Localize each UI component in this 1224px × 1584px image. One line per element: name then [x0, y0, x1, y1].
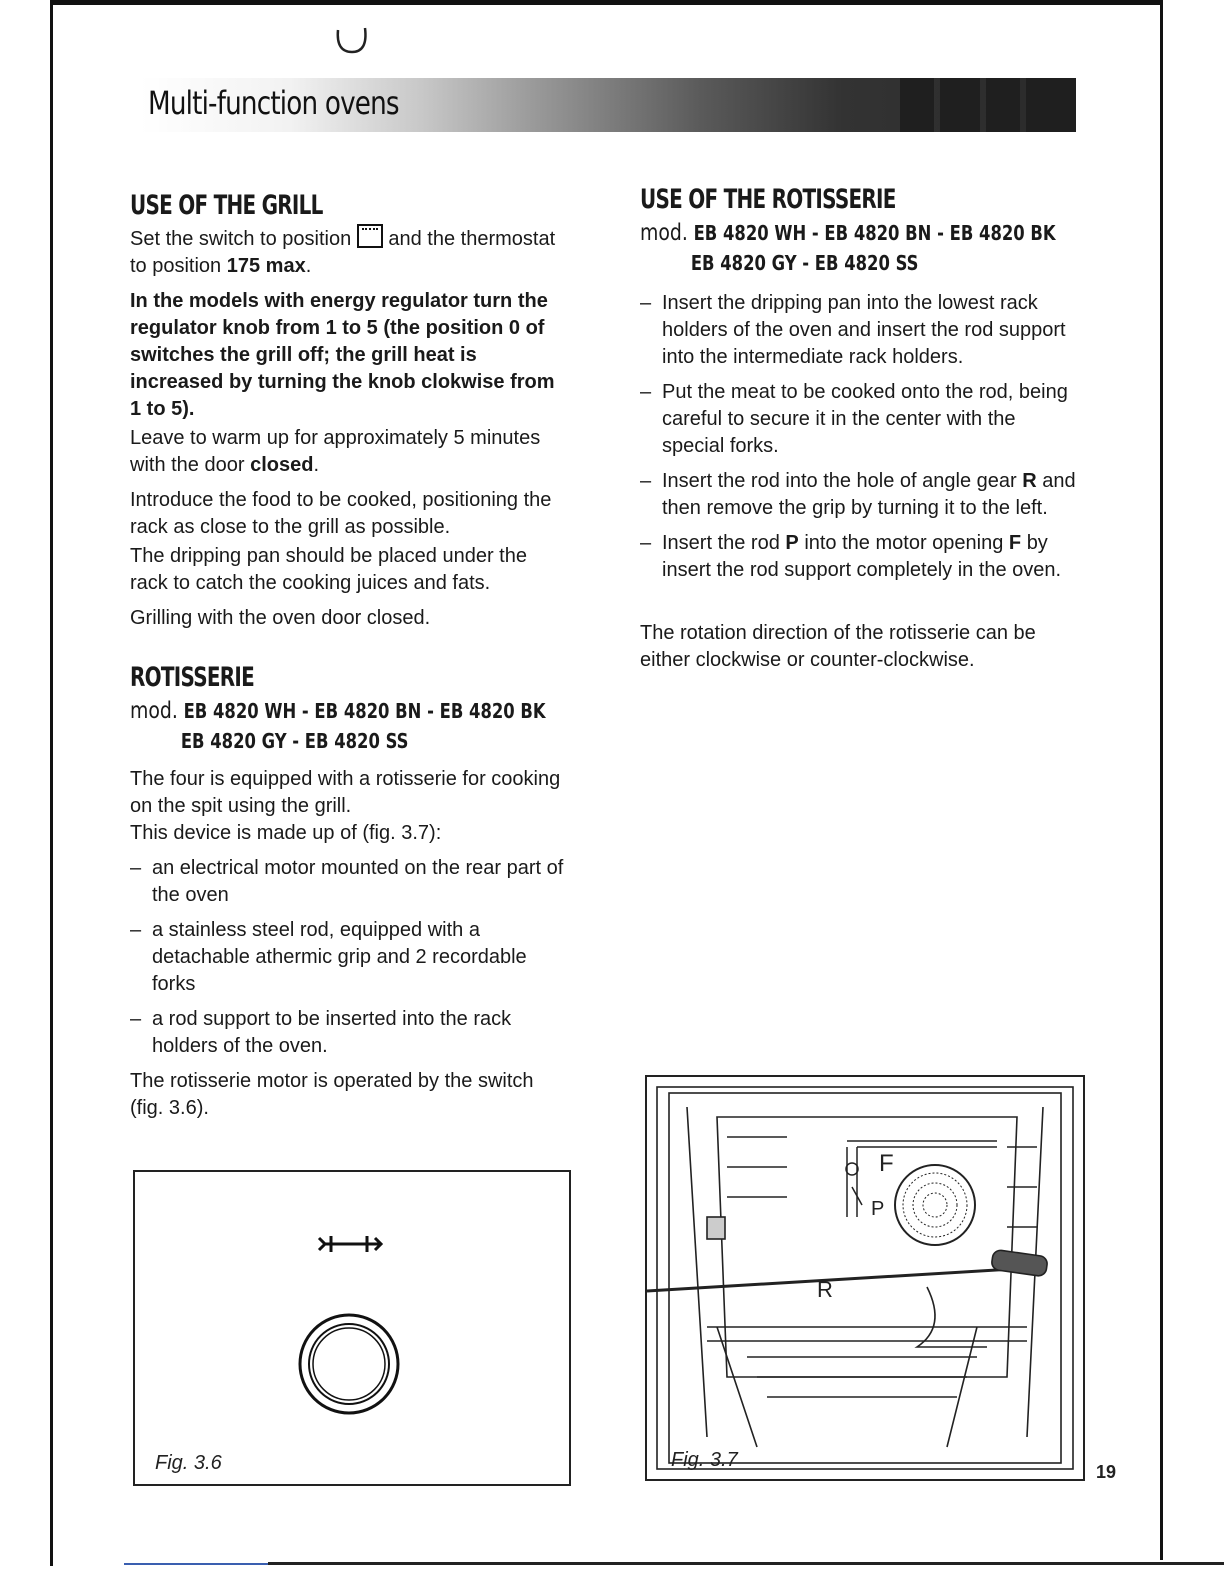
left-column [130, 190, 570, 1130]
grill-paragraph-3: Leave to warm up for approximately 5 minutes with the door closed. [130, 427, 541, 476]
grill-heading: USE OF THE GRILL [130, 190, 323, 221]
grill-position-icon [357, 224, 383, 248]
rotisserie-paragraph-1: The four is equipped with a rotisserie for cooking on the spit using the grill. [130, 768, 561, 817]
oven-rotisserie-illustration [647, 1077, 1083, 1479]
list-item: – Insert the rod into the hole of angle gear R and then remove the grip by turning it to the left. [640, 468, 1080, 522]
list-item: – Put the meat to be cooked onto the rod, being careful to secure it in the center with the special forks. [640, 379, 1080, 460]
motor-fan-icon [895, 1165, 975, 1245]
switch-knob-icon [300, 1315, 398, 1413]
figure-3-6 [133, 1170, 571, 1486]
rotisserie-symbol-icon [319, 1236, 381, 1252]
list-item: – a rod support to be inserted into the rack holders of the oven. [130, 1006, 570, 1060]
list-item: – an electrical motor mounted on the rear part of the oven [130, 855, 570, 909]
right-rule [1160, 0, 1163, 1560]
use-rotisserie-models: mod. EB 4820 WH - EB 4820 BN - EB 4820 BK EB 4820 GY - EB 4820 SS [640, 220, 1056, 275]
grill-paragraph-5: The dripping pan should be placed under the rack to catch the cooking juices and fats. [130, 545, 527, 594]
binder-hole-icon [332, 24, 372, 66]
figure-caption: Fig. 3.7 [671, 1449, 738, 1471]
rotisserie-paragraph-2: This device is made up of (fig. 3.7): [130, 822, 442, 844]
rotisserie-heading: ROTISSERIE [130, 662, 255, 693]
label-r: R [817, 1277, 833, 1302]
rotisserie-models: mod. EB 4820 WH - EB 4820 BN - EB 4820 BK EB 4820 GY - EB 4820 SS [130, 698, 546, 753]
grill-paragraph-4: Introduce the food to be cooked, positioning the rack as close to the grill as possible. [130, 489, 552, 538]
grill-paragraph-1: Set the switch to position and the thermostat to position 175 max. [130, 224, 570, 280]
rotation-paragraph: The rotation direction of the rotisserie can be either clockwise or counter-clockwise. [640, 622, 1036, 671]
use-rotisserie-heading: USE OF THE ROTISSERIE [640, 184, 896, 215]
rotisserie-paragraph-3: The rotisserie motor is operated by the switch (fig. 3.6). [130, 1070, 534, 1119]
bottom-link-rule [124, 1563, 268, 1565]
list-item: – a stainless steel rod, equipped with a detachable athermic grip and 2 recordable forks [130, 917, 570, 998]
right-column [640, 184, 1080, 682]
rotisserie-switch-illustration [135, 1172, 569, 1484]
page-number: 19 [1096, 1462, 1117, 1482]
list-item: – Insert the dripping pan into the lowest rack holders of the oven and insert the rod support into the intermediate rack holders. [640, 290, 1080, 371]
grill-paragraph-2: In the models with energy regulator turn the regulator knob from 1 to 5 (the position 0 of switches the grill off; the grill heat is increased by turning the knob clokwise from 1 to 5). [130, 290, 555, 420]
left-rule [50, 0, 53, 1566]
list-item: – Insert the rod P into the motor opening F by insert the rod support completely in the oven. [640, 530, 1080, 584]
rotisserie-parts-list [130, 855, 570, 1060]
bottom-rule [268, 1562, 1224, 1565]
top-rule [50, 0, 1160, 5]
figure-3-7 [645, 1075, 1085, 1481]
figure-caption: Fig. 3.6 [155, 1452, 222, 1474]
grill-paragraph-6: Grilling with the oven door closed. [130, 607, 431, 629]
use-rotisserie-steps [640, 290, 1080, 584]
page-title: Multi-function ovens [148, 84, 399, 122]
section-header-band [140, 78, 1076, 132]
label-f: F [879, 1150, 894, 1177]
label-p: P [871, 1198, 885, 1220]
